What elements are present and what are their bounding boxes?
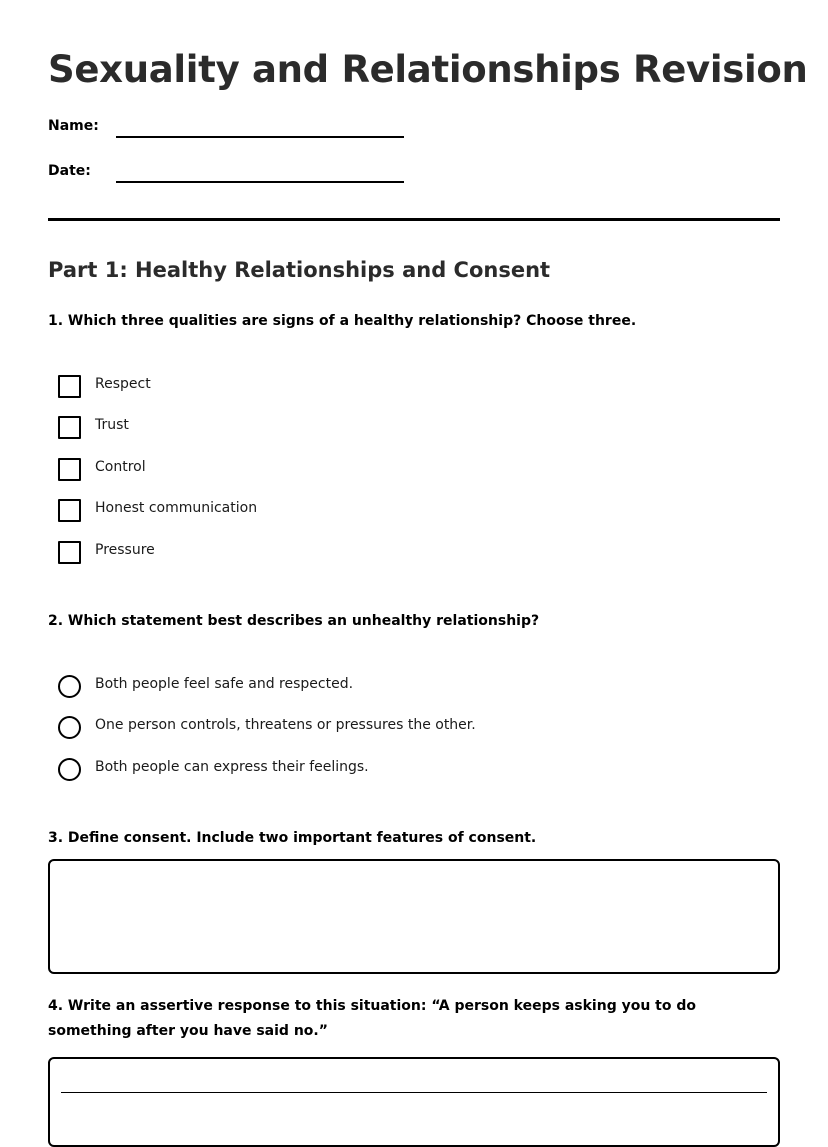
name-label: Name: [48,118,99,134]
header-divider [48,218,780,221]
q1-option-respect[interactable] [58,375,658,399]
q2-option-2[interactable] [58,716,658,740]
q1-option-honest-communication[interactable] [58,499,658,523]
date-field [48,163,408,187]
worksheet-title: Sexuality and Relationships Revision [48,48,808,91]
q2-option-1[interactable] [58,675,658,699]
q4-answer-box[interactable] [48,1057,780,1147]
date-input-line[interactable] [116,181,404,183]
question-3: 3. Define consent. Include two important features of consent. [48,830,537,846]
checkbox[interactable] [58,499,81,522]
question-2: 2. Which statement best describes an unhealthy relationship? [48,613,540,629]
q1-option-control[interactable] [58,458,658,482]
radio-button[interactable] [58,758,81,781]
q1-option-pressure[interactable] [58,541,658,565]
option-label: Both people can express their feelings. [95,759,369,775]
checkbox[interactable] [58,416,81,439]
date-label: Date: [48,163,91,179]
part-heading: Part 1: Healthy Relationships and Consent [48,258,551,282]
answer-line [61,1092,767,1093]
name-field [48,118,408,142]
checkbox[interactable] [58,375,81,398]
q1-option-trust[interactable] [58,416,658,440]
q3-answer-box[interactable] [48,859,780,974]
radio-button[interactable] [58,675,81,698]
option-label: Respect [95,376,151,392]
option-label: Trust [95,417,129,433]
name-input-line[interactable] [116,136,404,138]
option-label: Honest communication [95,500,258,516]
radio-button[interactable] [58,716,81,739]
option-label: Both people feel safe and respected. [95,676,354,692]
option-label: One person controls, threatens or pressures the other. [95,717,476,733]
checkbox[interactable] [58,541,81,564]
question-1: 1. Which three qualities are signs of a healthy relationship? Choose three. [48,313,637,329]
checkbox[interactable] [58,458,81,481]
option-label: Pressure [95,542,155,558]
option-label: Control [95,459,146,475]
question-4: 4. Write an assertive response to this situation: “A person keeps asking you to do something after you have said no.” [48,998,696,1039]
q2-option-3[interactable] [58,758,658,782]
